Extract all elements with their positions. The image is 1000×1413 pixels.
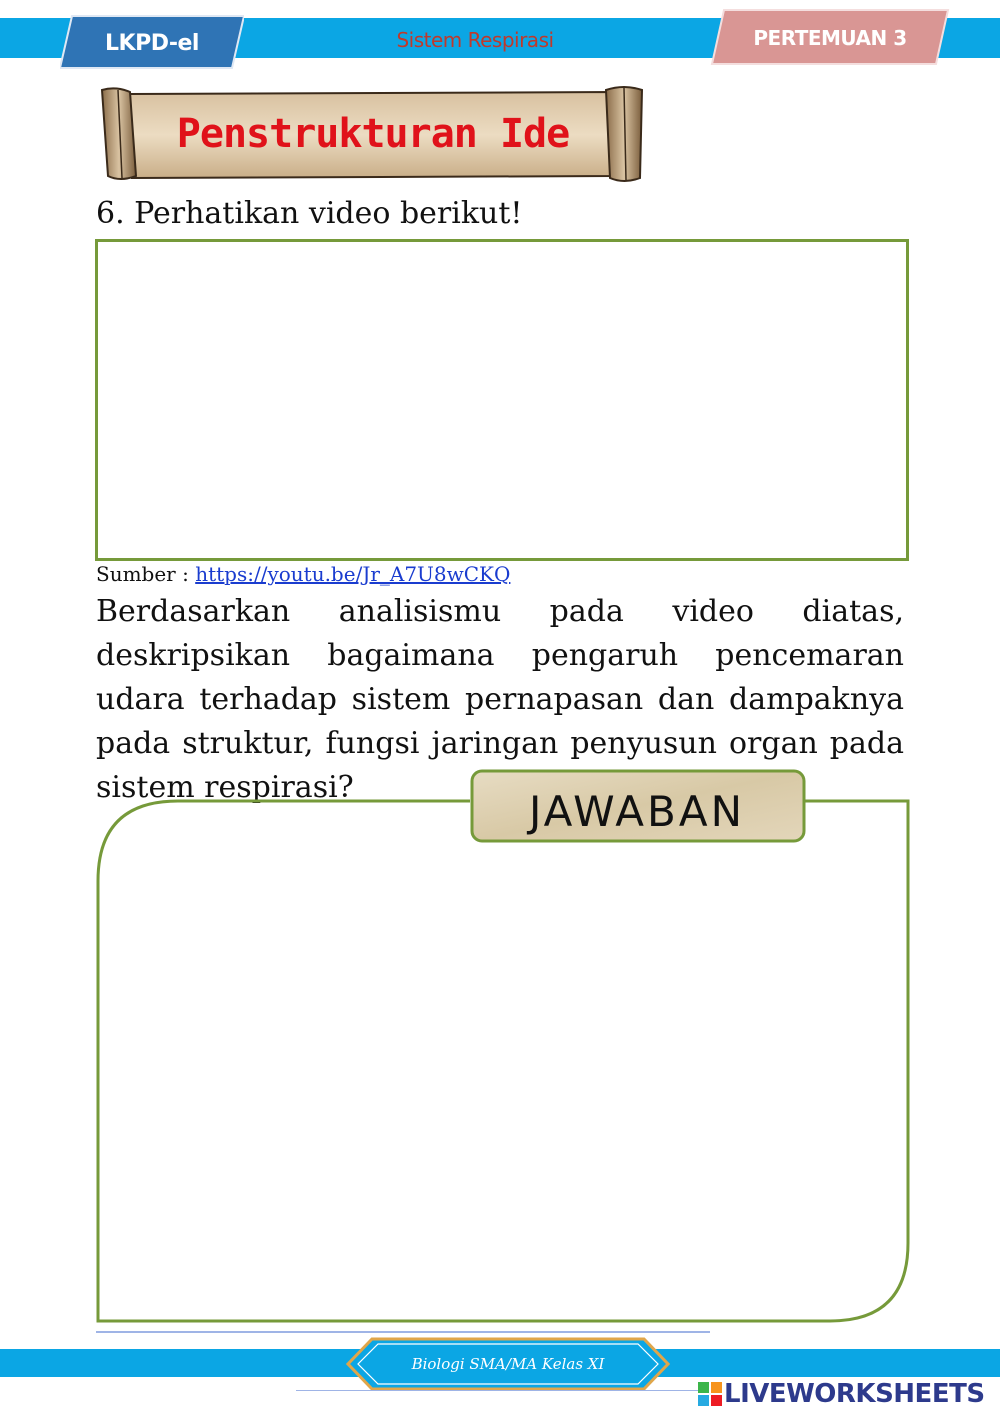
source-label: Sumber :	[96, 562, 196, 586]
liveworksheets-logo-icon	[698, 1382, 722, 1406]
footer-text: Biologi SMA/MA Kelas XI	[411, 1355, 605, 1373]
footer-divider-bottom	[296, 1390, 700, 1391]
answer-box	[90, 765, 916, 1331]
footer-divider	[96, 1331, 710, 1333]
question-heading: 6. Perhatikan video berikut!	[96, 196, 523, 231]
meeting-label: PERTEMUAN 3	[753, 26, 907, 50]
source-link[interactable]: https://youtu.be/Jr_A7U8wCKQ	[195, 562, 511, 586]
video-embed[interactable]	[95, 239, 909, 561]
video-source	[96, 562, 510, 586]
lkpd-label: LKPD-el	[105, 31, 199, 56]
section-title: Penstrukturan Ide	[176, 111, 570, 157]
liveworksheets-watermark: LIVEWORKSHEETS	[724, 1379, 985, 1409]
subject-title: Sistem Respirasi	[396, 28, 554, 52]
question-prompt: Berdasarkan analisismu pada video diatas, deskripsikan bagaimana pengaruh pencemaran udara terhadap sistem pernapasan dan dampaknya pada struktur, fungsi jaringan penyusun organ pada sistem respirasi?	[96, 594, 904, 805]
answer-label: JAWABAN	[528, 787, 745, 836]
